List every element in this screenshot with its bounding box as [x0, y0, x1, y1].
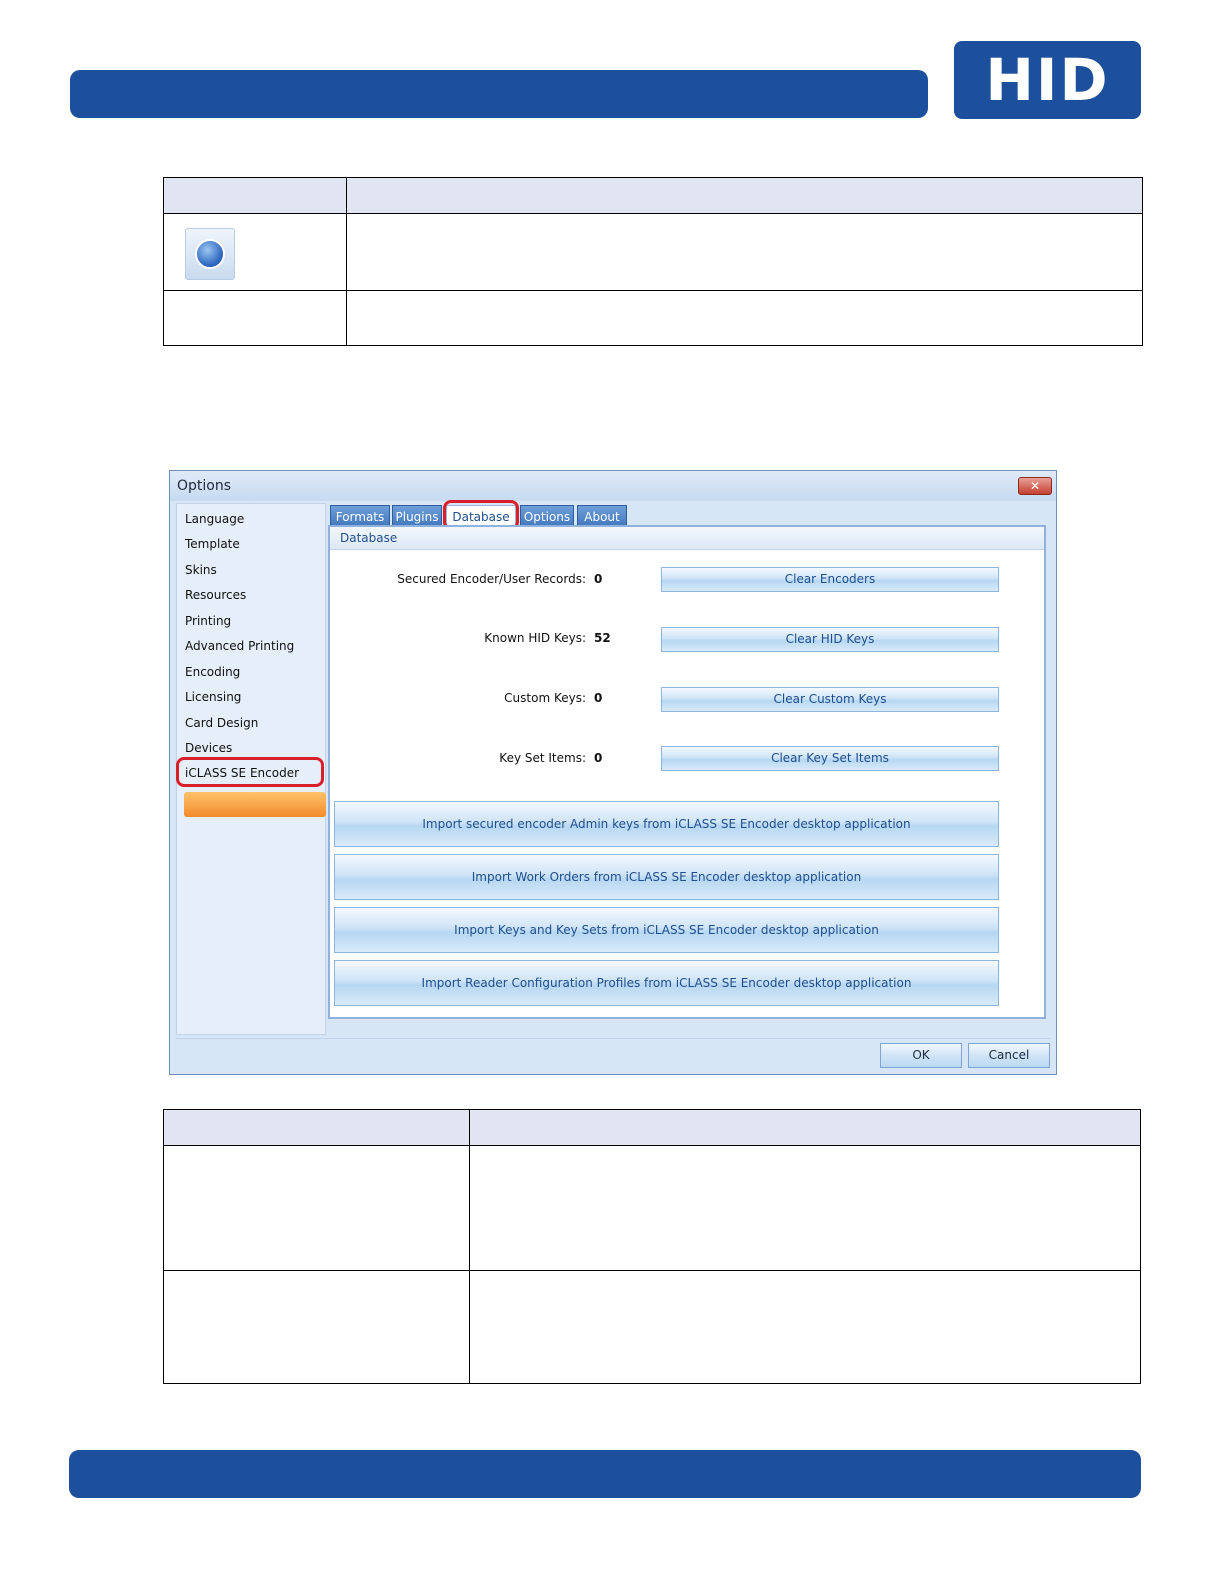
database-panel — [328, 525, 1046, 1019]
nav-item-devices[interactable]: Devices — [185, 741, 233, 755]
footer-divider — [176, 1038, 1050, 1039]
clear-custom-keys-button[interactable]: Clear Custom Keys — [661, 687, 999, 712]
table-cell — [347, 291, 1143, 346]
nav-item-resources[interactable]: Resources — [185, 588, 247, 602]
secured-records-value: 0 — [594, 572, 603, 586]
tab-formats[interactable]: Formats — [330, 505, 390, 527]
key-set-items-value: 0 — [594, 751, 603, 765]
nav-item-licensing[interactable]: Licensing — [185, 690, 242, 704]
table-header-cell — [470, 1110, 1141, 1146]
table-cell — [164, 1146, 470, 1271]
section-header — [330, 527, 1044, 550]
table-cell — [164, 214, 347, 291]
table-cell — [164, 291, 347, 346]
custom-keys-label: Custom Keys: — [504, 691, 586, 705]
table-header-cell — [164, 1110, 470, 1146]
table-cell — [347, 214, 1143, 291]
custom-keys-value: 0 — [594, 691, 603, 705]
close-button[interactable]: ✕ — [1018, 477, 1052, 495]
nav-selection — [184, 792, 326, 817]
import-work-orders-button[interactable]: Import Work Orders from iCLASS SE Encoder desktop application — [334, 854, 999, 900]
options-dialog — [169, 470, 1057, 1075]
nav-item-iclass-se-encoder[interactable]: iCLASS SE Encoder — [185, 766, 300, 780]
secured-records-label: Secured Encoder/User Records: — [397, 572, 586, 586]
nav-item-advanced-printing[interactable]: Advanced Printing — [185, 639, 295, 653]
nav-item-encoding[interactable]: Encoding — [185, 665, 241, 679]
cancel-button[interactable]: Cancel — [968, 1043, 1050, 1068]
nav-item-printing[interactable]: Printing — [185, 614, 232, 628]
ok-button[interactable]: OK — [880, 1043, 962, 1068]
description-table — [163, 1109, 1141, 1384]
refresh-icon — [185, 228, 235, 280]
clear-hid-keys-button[interactable]: Clear HID Keys — [661, 627, 999, 652]
known-hid-keys-label: Known HID Keys: — [484, 631, 586, 645]
tab-plugins[interactable]: Plugins — [392, 505, 442, 527]
table-header-cell — [164, 178, 347, 214]
nav-item-template[interactable]: Template — [185, 537, 240, 551]
footer-bar — [69, 1450, 1141, 1498]
table-cell — [470, 1271, 1141, 1384]
tab-about[interactable]: About — [577, 505, 627, 527]
table-header-cell — [347, 178, 1143, 214]
dialog-titlebar — [170, 471, 1056, 501]
clear-encoders-button[interactable]: Clear Encoders — [661, 567, 999, 592]
table-cell — [164, 1271, 470, 1384]
section-title: Database — [340, 531, 398, 545]
known-hid-keys-value: 52 — [594, 631, 611, 645]
header-bar — [70, 70, 928, 118]
import-admin-keys-button[interactable]: Import secured encoder Admin keys from iCLASS SE Encoder desktop application — [334, 801, 999, 847]
key-set-items-label: Key Set Items: — [499, 751, 586, 765]
tab-database[interactable]: Database — [446, 505, 516, 527]
import-keys-button[interactable]: Import Keys and Key Sets from iCLASS SE Encoder desktop application — [334, 907, 999, 953]
hid-logo: HID — [954, 41, 1141, 119]
clear-key-set-items-button[interactable]: Clear Key Set Items — [661, 746, 999, 771]
tab-options[interactable]: Options — [520, 505, 574, 527]
nav-item-card-design[interactable]: Card Design — [185, 716, 259, 730]
nav-item-skins[interactable]: Skins — [185, 563, 217, 577]
table-cell — [470, 1146, 1141, 1271]
nav-item-language[interactable]: Language — [185, 512, 245, 526]
icon-table — [163, 177, 1143, 346]
dialog-title: Options — [177, 478, 232, 494]
import-reader-profiles-button[interactable]: Import Reader Configuration Profiles from iCLASS SE Encoder desktop application — [334, 960, 999, 1006]
